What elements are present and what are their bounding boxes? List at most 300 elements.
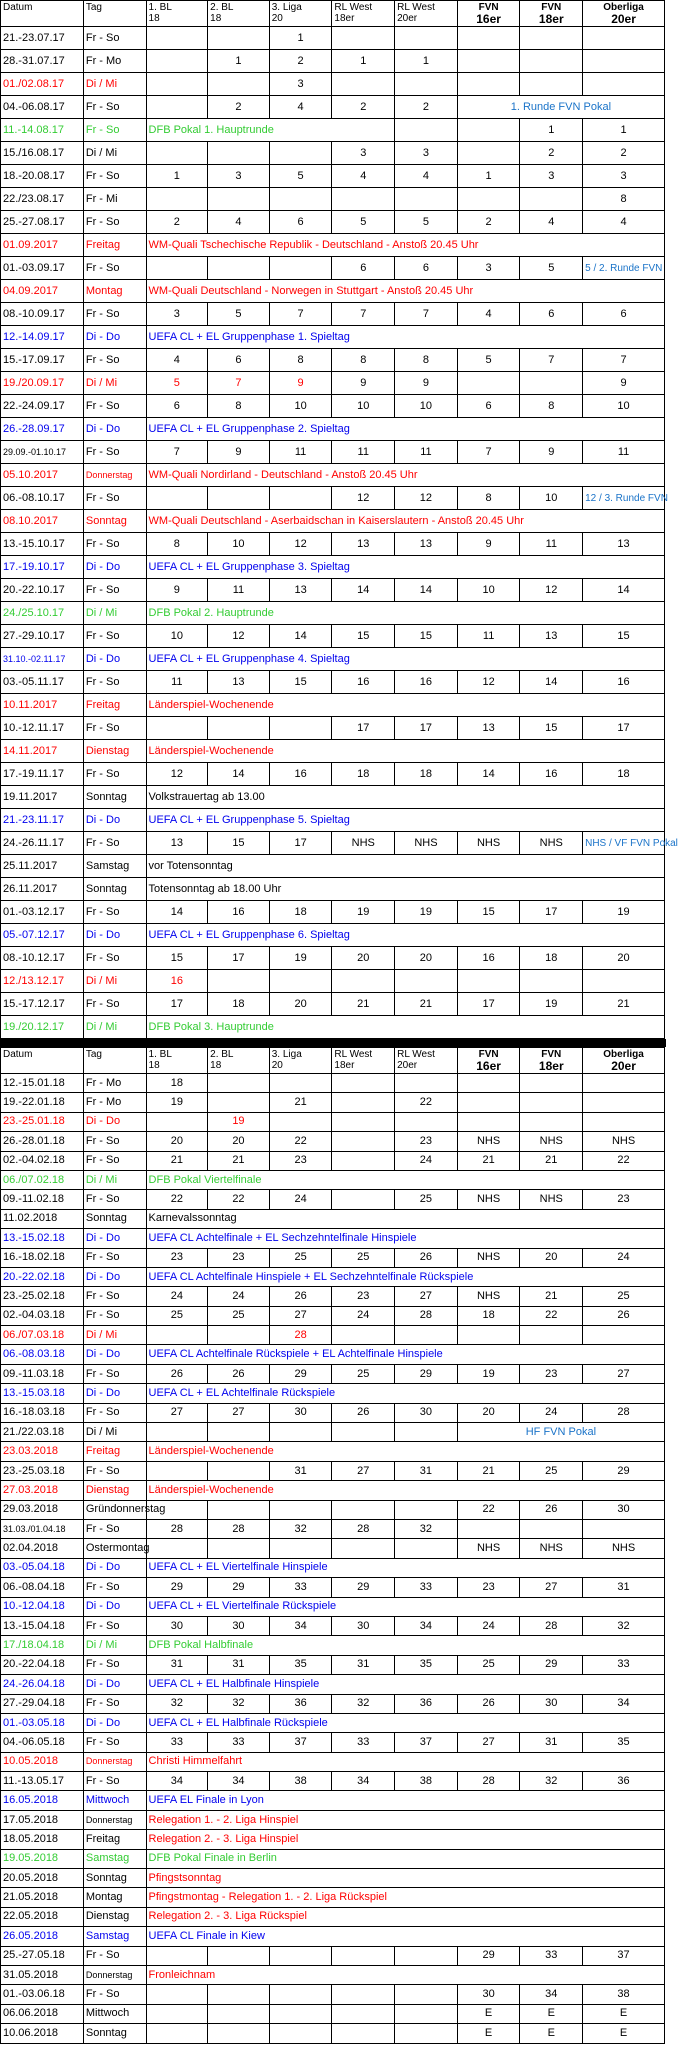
date-cell: 24.-26.04.18 [1, 1675, 84, 1694]
cell-bl1: 14 [146, 901, 208, 924]
date-cell: 24.-26.11.17 [1, 832, 84, 855]
cell-liga3: 2 [269, 50, 332, 73]
note-cell: 12 / 3. Runde FVN [583, 487, 665, 510]
cell-bl2 [208, 1539, 270, 1558]
cell-bl1: 3 [146, 303, 208, 326]
table-row [1, 2004, 665, 2023]
table-row [1, 1558, 665, 1577]
cell-rlw18 [332, 1112, 395, 1131]
cell-liga3: 38 [269, 1772, 332, 1791]
cell-bl2 [208, 1326, 270, 1345]
cell-liga3: 18 [269, 901, 332, 924]
header-fvn18-size: 18er [538, 12, 564, 26]
date-cell: 17./18.04.18 [1, 1636, 84, 1655]
table-row [1, 280, 665, 303]
table-row [1, 2024, 665, 2043]
cell-rlw20: 37 [395, 1733, 458, 1752]
cell-rlw18: 34 [332, 1772, 395, 1791]
cell-bl1: 30 [146, 1616, 208, 1635]
cell-rlw20 [395, 970, 458, 993]
cell-fvn18: 18 [520, 947, 583, 970]
header-bl2-size: 18 [210, 13, 222, 24]
event-note: UEFA CL + EL Gruppenphase 4. Spieltag [146, 648, 664, 671]
cell-fvn16: 21 [457, 1151, 520, 1170]
cell-liga3: 22 [269, 1132, 332, 1151]
table-row [1, 1074, 665, 1093]
cell-fvn18: E [520, 2004, 583, 2023]
cell-fvn16: 4 [457, 303, 520, 326]
cell-fvn18: 9 [520, 441, 583, 464]
cell-rlw18: 30 [332, 1616, 395, 1635]
cell-fvn16: 18 [457, 1306, 520, 1325]
table-row [1, 1423, 665, 1442]
cell-rlw20: 17 [395, 717, 458, 740]
cell-bl2: 31 [208, 1655, 270, 1674]
date-cell: 19.-22.01.18 [1, 1093, 84, 1112]
event-note: Relegation 1. - 2. Liga Hinspiel [146, 1810, 664, 1829]
header-bl2-size: 18 [210, 1060, 222, 1071]
header-ober-label: Oberliga [603, 2, 644, 13]
cell-liga3 [269, 970, 332, 993]
event-note: WM-Quali Nordirland - Deutschland - Anstoß 20.45 Uhr [146, 464, 664, 487]
cell-rlw18: 4 [332, 165, 395, 188]
cell-rlw18: 32 [332, 1694, 395, 1713]
cell-bl2: 30 [208, 1616, 270, 1635]
day-cell: Sonntag [83, 2024, 146, 2043]
cell-rlw20: 34 [395, 1616, 458, 1635]
cell-fvn16 [457, 970, 520, 993]
cell-fvn18: 33 [520, 1946, 583, 1965]
cell-rlw20 [395, 119, 458, 142]
cell-ober: 28 [583, 1403, 665, 1422]
cell-bl2: 34 [208, 1772, 270, 1791]
cell-bl1: 6 [146, 395, 208, 418]
cell-ober: 27 [583, 1364, 665, 1383]
cell-ober: 22 [583, 1151, 665, 1170]
cell-fvn16: 10 [457, 579, 520, 602]
table-row [1, 1965, 665, 1984]
cell-rlw18: 31 [332, 1655, 395, 1674]
cell-rlw20: 27 [395, 1287, 458, 1306]
cell-bl1 [146, 1985, 208, 2004]
header-liga3 [269, 1048, 332, 1074]
header-rlw20-label: RL West [397, 1049, 435, 1060]
table-row [1, 1229, 665, 1248]
event-note: WM-Quali Tschechische Republik - Deutschland - Anstoß 20.45 Uhr [146, 234, 664, 257]
header-fvn18 [520, 1048, 583, 1074]
cell-rlw20: 22 [395, 1093, 458, 1112]
table-row [1, 27, 665, 50]
cell-ober: 2 [583, 142, 665, 165]
day-cell: Samstag [83, 855, 146, 878]
cell-ober: 17 [583, 717, 665, 740]
day-cell: Fr - So [83, 1190, 146, 1209]
cell-fvn16: 23 [457, 1578, 520, 1597]
cell-rlw18: 14 [332, 579, 395, 602]
note-cell: NHS / VF FVN Pokal [583, 832, 665, 855]
date-cell: 06.06.2018 [1, 2004, 84, 2023]
event-note: DFB Pokal Halbfinale [146, 1636, 664, 1655]
cell-rlw20: 28 [395, 1306, 458, 1325]
day-cell: Di - Do [83, 1558, 146, 1577]
cell-ober: E [583, 2004, 665, 2023]
table-row [1, 1403, 665, 1422]
cell-fvn18: 31 [520, 1733, 583, 1752]
date-cell: 21.-23.07.17 [1, 27, 84, 50]
day-cell: Di / Mi [83, 1423, 146, 1442]
day-cell: Fr - So [83, 27, 146, 50]
table-row [1, 924, 665, 947]
cell-rlw18: 3 [332, 142, 395, 165]
event-note: UEFA CL + EL Gruppenphase 5. Spieltag [146, 809, 664, 832]
cell-bl1: 4 [146, 349, 208, 372]
cell-rlw20: 19 [395, 901, 458, 924]
date-cell: 13.-15.04.18 [1, 1616, 84, 1635]
table-row [1, 671, 665, 694]
cell-rlw18 [332, 188, 395, 211]
header-fvn16-label: FVN [478, 1049, 499, 1060]
date-cell: 08.-10.12.17 [1, 947, 84, 970]
date-cell: 31.03./01.04.18 [1, 1519, 84, 1538]
cell-fvn16: 3 [457, 257, 520, 280]
cell-fvn16 [457, 50, 520, 73]
cell-bl2: 14 [208, 763, 270, 786]
cell-rlw20: 35 [395, 1655, 458, 1674]
event-note: UEFA CL + EL Gruppenphase 1. Spieltag [146, 326, 664, 349]
cell-ober: 6 [583, 303, 665, 326]
day-cell: Sonntag [83, 878, 146, 901]
date-cell: 18.05.2018 [1, 1830, 84, 1849]
table-row [1, 901, 665, 924]
day-cell: Di - Do [83, 1597, 146, 1616]
header-rlw18-label: RL West [334, 2, 373, 13]
table-row [1, 786, 665, 809]
cell-ober: NHS [583, 1539, 665, 1558]
day-cell: Mittwoch [83, 2004, 146, 2023]
cell-fvn16: 5 [457, 349, 520, 372]
date-cell: 03.-05.11.17 [1, 671, 84, 694]
cell-ober: 10 [583, 395, 665, 418]
cell-bl2: 15 [208, 832, 270, 855]
cell-ober: 18 [583, 763, 665, 786]
table-row [1, 1151, 665, 1170]
cell-rlw20: 20 [395, 947, 458, 970]
event-note: DFB Pokal Finale in Berlin [146, 1849, 664, 1868]
date-cell: 05.-07.12.17 [1, 924, 84, 947]
table-row [1, 855, 665, 878]
header-fvn18-size: 18er [538, 1059, 564, 1073]
cell-liga3: 33 [269, 1578, 332, 1597]
event-note: WM-Quali Deutschland - Norwegen in Stuttgart - Anstoß 20.45 Uhr [146, 280, 664, 303]
table-row [1, 1112, 665, 1131]
cell-fvn18 [520, 73, 583, 96]
date-cell: 04.-06.05.18 [1, 1733, 84, 1752]
cell-fvn18: 21 [520, 1287, 583, 1306]
cell-bl2: 7 [208, 372, 270, 395]
cell-fvn18: NHS [520, 832, 583, 855]
cell-liga3: 26 [269, 1287, 332, 1306]
cell-fvn18 [520, 188, 583, 211]
day-cell: Donnerstag [83, 1810, 146, 1829]
cell-bl2: 23 [208, 1248, 270, 1267]
header-bl2 [208, 1048, 270, 1074]
day-cell: Dienstag [83, 740, 146, 763]
event-note: DFB Pokal 2. Hauptrunde [146, 602, 664, 625]
table-row [1, 579, 665, 602]
cell-fvn18 [520, 1093, 583, 1112]
event-note: UEFA CL + EL Viertelfinale Hinspiele [146, 1558, 664, 1577]
cell-liga3: 25 [269, 1248, 332, 1267]
day-cell: Di / Mi [83, 1636, 146, 1655]
cell-fvn16: 8 [457, 487, 520, 510]
header-fvn16-size: 16er [476, 1059, 501, 1073]
cell-fvn18: 21 [520, 1151, 583, 1170]
cell-liga3 [269, 2004, 332, 2023]
day-cell: Fr - So [83, 1287, 146, 1306]
table-row [1, 694, 665, 717]
event-note: Volkstrauertag ab 13.00 [146, 786, 664, 809]
header-bl2-label: 2. BL [210, 2, 234, 13]
table-row [1, 303, 665, 326]
date-cell: 21.-23.11.17 [1, 809, 84, 832]
cell-fvn18: 25 [520, 1461, 583, 1480]
table-row [1, 1016, 665, 1039]
cell-fvn18: 5 [520, 257, 583, 280]
date-cell: 13.-15.03.18 [1, 1384, 84, 1403]
header-bl1 [146, 1, 208, 27]
table-row [1, 50, 665, 73]
cell-rlw20 [395, 27, 458, 50]
cell-bl2: 10 [208, 533, 270, 556]
table-row [1, 234, 665, 257]
cell-ober [583, 1326, 665, 1345]
day-cell: Di - Do [83, 556, 146, 579]
date-cell: 27.03.2018 [1, 1481, 84, 1500]
table-row [1, 809, 665, 832]
date-cell: 14.11.2017 [1, 740, 84, 763]
cell-fvn16: 30 [457, 1985, 520, 2004]
cell-rlw20: 16 [395, 671, 458, 694]
header-bl1 [146, 1048, 208, 1074]
cell-fvn18: 27 [520, 1578, 583, 1597]
date-cell: 25.-27.08.17 [1, 211, 84, 234]
cell-bl1: 18 [146, 1074, 208, 1093]
cell-rlw18: 19 [332, 901, 395, 924]
cell-liga3: 12 [269, 533, 332, 556]
cell-rlw18: 11 [332, 441, 395, 464]
cell-bl2: 18 [208, 993, 270, 1016]
date-cell: 04.-06.08.17 [1, 96, 84, 119]
cell-rlw18: 24 [332, 1306, 395, 1325]
table-row [1, 533, 665, 556]
header-rlw18-size: 18er [334, 1060, 355, 1071]
date-cell: 01./02.08.17 [1, 73, 84, 96]
cell-liga3 [269, 2024, 332, 2043]
cell-rlw18: 12 [332, 487, 395, 510]
cell-rlw18 [332, 1500, 395, 1519]
table-row [1, 441, 665, 464]
event-note: Länderspiel-Wochenende [146, 694, 664, 717]
cell-rlw18 [332, 1539, 395, 1558]
cell-fvn18: 30 [520, 1694, 583, 1713]
date-cell: 20.-22.10.17 [1, 579, 84, 602]
cell-rlw20: 25 [395, 1190, 458, 1209]
cell-bl2: 33 [208, 1733, 270, 1752]
table-row [1, 372, 665, 395]
cell-fvn18 [520, 27, 583, 50]
cell-rlw18: 2 [332, 96, 395, 119]
date-cell: 21.05.2018 [1, 1888, 84, 1907]
day-cell: Fr - So [83, 165, 146, 188]
cell-rlw18: 25 [332, 1364, 395, 1383]
cell-bl1: 17 [146, 993, 208, 1016]
date-cell: 09.-11.02.18 [1, 1190, 84, 1209]
date-cell: 20.-22.02.18 [1, 1267, 84, 1286]
date-cell: 31.10.-02.11.17 [1, 648, 84, 671]
event-note: Relegation 2. - 3. Liga Hinspiel [146, 1830, 664, 1849]
cell-bl1: 7 [146, 441, 208, 464]
cell-bl2 [208, 27, 270, 50]
cell-rlw20: 4 [395, 165, 458, 188]
cell-rlw18: 26 [332, 1403, 395, 1422]
cell-bl1: 10 [146, 625, 208, 648]
day-cell: Sonntag [83, 1869, 146, 1888]
cell-rlw20: 29 [395, 1364, 458, 1383]
day-cell: Fr - So [83, 993, 146, 1016]
cell-fvn18: 22 [520, 1306, 583, 1325]
date-cell: 22.05.2018 [1, 1907, 84, 1926]
date-cell: 01.-03.05.18 [1, 1713, 84, 1732]
cell-bl1: 32 [146, 1694, 208, 1713]
event-note: UEFA CL + EL Gruppenphase 6. Spieltag [146, 924, 664, 947]
cell-bl2: 3 [208, 165, 270, 188]
table-row [1, 1888, 665, 1907]
event-note: UEFA CL + EL Achtelfinale Rückspiele [146, 1384, 664, 1403]
table-row [1, 1190, 665, 1209]
date-cell: 02.-04.03.18 [1, 1306, 84, 1325]
cell-ober: 15 [583, 625, 665, 648]
event-note: WM-Quali Deutschland - Aserbaidschan in Kaiserslautern - Anstoß 20.45 Uhr [146, 510, 664, 533]
table-row [1, 556, 665, 579]
cell-liga3: 3 [269, 73, 332, 96]
day-cell: Fr - So [83, 1985, 146, 2004]
date-cell: 25.-27.05.18 [1, 1946, 84, 1965]
cell-liga3: 19 [269, 947, 332, 970]
schedule-table-part-2 [0, 1047, 665, 2044]
cell-fvn16: 21 [457, 1461, 520, 1480]
header-datum: Datum [1, 1048, 84, 1074]
cell-liga3 [269, 1539, 332, 1558]
cell-bl1 [146, 1112, 208, 1131]
date-cell: 19.11.2017 [1, 786, 84, 809]
header-liga3-label: 3. Liga [271, 1049, 302, 1060]
cell-fvn16: 16 [457, 947, 520, 970]
cell-fvn16: NHS [457, 1248, 520, 1267]
header-fvn16 [457, 1, 520, 27]
cell-bl2: 21 [208, 1151, 270, 1170]
cell-bl2 [208, 1093, 270, 1112]
header-rlw20 [395, 1048, 458, 1074]
cell-rlw20 [395, 1539, 458, 1558]
cell-bl1: 29 [146, 1578, 208, 1597]
event-note: Relegation 2. - 3. Liga Rückspiel [146, 1907, 664, 1926]
table-row [1, 1248, 665, 1267]
table-row [1, 1267, 665, 1286]
cell-rlw18 [332, 970, 395, 993]
table-row [1, 1093, 665, 1112]
cell-fvn16: 13 [457, 717, 520, 740]
table-row [1, 1772, 665, 1791]
day-cell: Di - Do [83, 418, 146, 441]
date-cell: 03.-05.04.18 [1, 1558, 84, 1577]
header-rlw20-size: 20er [397, 1060, 418, 1071]
date-cell: 23.03.2018 [1, 1442, 84, 1461]
day-cell: Di / Mi [83, 1170, 146, 1189]
cell-rlw20: 9 [395, 372, 458, 395]
date-cell: 24./25.10.17 [1, 602, 84, 625]
cell-liga3: 21 [269, 1093, 332, 1112]
date-cell: 23.-25.01.18 [1, 1112, 84, 1131]
day-cell: Fr - So [83, 1306, 146, 1325]
day-cell: Fr - So [83, 1403, 146, 1422]
date-cell: 05.10.2017 [1, 464, 84, 487]
cell-bl1 [146, 257, 208, 280]
cell-fvn18: 28 [520, 1616, 583, 1635]
cell-rlw18: 10 [332, 395, 395, 418]
header-liga3 [269, 1, 332, 27]
cell-rlw18 [332, 2004, 395, 2023]
cell-rlw20: 7 [395, 303, 458, 326]
cell-liga3: 30 [269, 1403, 332, 1422]
cell-fvn18: 7 [520, 349, 583, 372]
event-note: DFB Pokal 1. Hauptrunde [146, 119, 395, 142]
header-liga3-label: 3. Liga [271, 2, 302, 13]
cell-fvn18: 19 [520, 993, 583, 1016]
cell-bl1 [146, 2024, 208, 2043]
date-cell: 12./13.12.17 [1, 970, 84, 993]
day-cell: Fr - So [83, 487, 146, 510]
cell-fvn16: E [457, 2024, 520, 2043]
day-cell: Fr - So [83, 947, 146, 970]
table-row [1, 1830, 665, 1849]
table-row [1, 1694, 665, 1713]
cell-ober: NHS [583, 1132, 665, 1151]
cell-fvn16: NHS [457, 1190, 520, 1209]
cell-bl1: 16 [146, 970, 208, 993]
date-cell: 06./07.02.18 [1, 1170, 84, 1189]
event-note: UEFA CL Achtelfinale Rückspiele + EL Achtelfinale Hinspiele [146, 1345, 664, 1364]
cell-liga3: 37 [269, 1733, 332, 1752]
table-row [1, 1326, 665, 1345]
section-separator [0, 1039, 666, 1047]
cell-ober: 19 [583, 901, 665, 924]
cell-liga3 [269, 1985, 332, 2004]
date-cell: 17.05.2018 [1, 1810, 84, 1829]
cell-rlw20: 2 [395, 96, 458, 119]
note-cell: HF FVN Pokal [457, 1423, 664, 1442]
date-cell: 10.05.2018 [1, 1752, 84, 1771]
cell-rlw20: 10 [395, 395, 458, 418]
table-row [1, 1675, 665, 1694]
cell-rlw18: 8 [332, 349, 395, 372]
cell-liga3: 14 [269, 625, 332, 648]
event-note: Karnevalssonntag [146, 1209, 664, 1228]
cell-bl2: 26 [208, 1364, 270, 1383]
cell-bl1 [146, 27, 208, 50]
cell-ober: 4 [583, 211, 665, 234]
header-ober-label: Oberliga [603, 1049, 644, 1060]
day-cell: Samstag [83, 1927, 146, 1946]
